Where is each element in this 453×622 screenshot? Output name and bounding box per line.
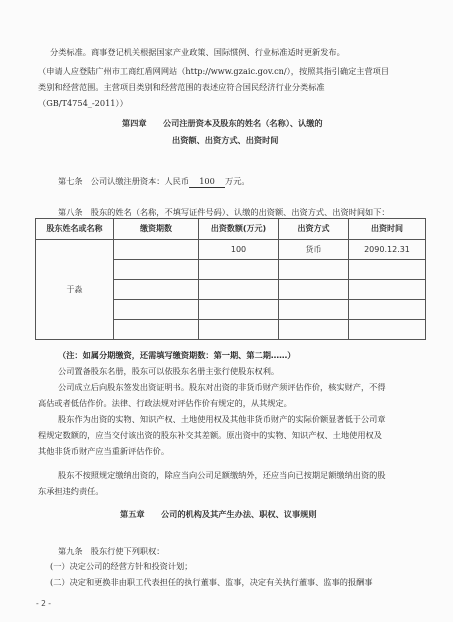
- table-cell: 2090.12.31: [349, 240, 426, 260]
- table-cell: [114, 280, 199, 300]
- table-cell: [349, 280, 426, 300]
- list-item: (二）决定和更换非由职工代表担任的执行董事、监事，决定有关执行董事、监事的报酬事: [50, 577, 373, 587]
- text-line: 东承担违约责任。: [38, 486, 104, 496]
- table-cell: [279, 320, 349, 340]
- table-cell: 100: [199, 240, 279, 260]
- table-cell: [279, 260, 349, 280]
- article-9: 第九条 股东行使下列职权：: [58, 546, 165, 556]
- registered-capital-value: 100: [189, 175, 225, 188]
- article-8: 第八条 股东的姓名（名称，不填写证件号码）、认缴的出资额、出资方式、出资时间如下：: [58, 207, 390, 217]
- text-line: 股东不按照规定缴纳出资的，除应当向公司足额缴纳外，还应当向已按期足额缴纳出资的股: [58, 470, 386, 480]
- table-header-row: [36, 219, 426, 240]
- header-amount: 出资数额(万元): [199, 219, 279, 240]
- table-cell: 货币: [279, 240, 349, 260]
- article-7: [58, 175, 250, 188]
- table-cell: [114, 240, 199, 260]
- chapter-5-title: 第五章 公司的机构及其产生办法、职权、议事规则: [120, 509, 317, 519]
- text-line: （申请人应登陆广州市工商红盾网网站（http://www.gzaic.gov.cn/），按照其指引确定主营项目: [38, 66, 390, 76]
- table-cell: [349, 320, 426, 340]
- installment-note: （注：如属分期缴资，还需填写缴资期数：第一期、第二期……）: [58, 350, 296, 360]
- table-cell: [199, 300, 279, 320]
- table-cell: [349, 260, 426, 280]
- text-line: 公司置备股东名册，股东可以依股东名册主张行使股东权利。: [58, 366, 280, 376]
- page-number: - 2 -: [36, 599, 51, 608]
- header-shareholder-name: 股东姓名或名称: [36, 219, 114, 240]
- chapter-4-subtitle: 出资额、出资方式、出资时间: [172, 135, 279, 145]
- table-cell: [199, 280, 279, 300]
- text-line: 程规定数额的，应当交付该出资的股东补交其差额。原出资中的实物、知识产权、土地使用权及: [38, 430, 382, 440]
- chapter-4-title: 第四章 公司注册资本及股东的姓名（名称）、认缴的: [122, 118, 323, 128]
- table-cell: [114, 300, 199, 320]
- table-cell: [199, 320, 279, 340]
- text-line: 类别和经营范围。主营项目类别和经营范围的表述应符合国民经济行业分类标准: [38, 82, 325, 92]
- table-row: [36, 240, 426, 260]
- header-method: 出资方式: [279, 219, 349, 240]
- table-cell: [114, 320, 199, 340]
- table-cell: [114, 260, 199, 280]
- shareholder-name: 于淼: [36, 240, 114, 340]
- header-date: 出资时间: [349, 219, 426, 240]
- text-line: （GB/T4754_-2011））: [38, 98, 128, 108]
- article-7-suffix: 万元。: [225, 176, 250, 186]
- table-cell: [279, 300, 349, 320]
- shareholder-table: [35, 218, 426, 340]
- text-line: 股东作为出资的实物、知识产权、土地使用权及其他非货币财产的实际价额显著低于公司章: [58, 414, 386, 424]
- text-line: 其他非货币财产应当重新评估作价。: [38, 446, 170, 456]
- list-item: (一）决定公司的经营方针和投资计划；: [50, 561, 193, 571]
- text-line: 高估或者低估作价。法律、行政法规对评估作价有规定的，从其规定。: [38, 398, 292, 408]
- header-installment: 缴资期数: [114, 219, 199, 240]
- text-line: 公司成立后向股东签发出资证明书。股东对出资的非货币财产须评估作价，核实财产，不得: [58, 382, 386, 392]
- table-cell: [279, 280, 349, 300]
- text-line: 分类标准。商事登记机关根据国家产业政策、国际惯例、行业标准适时更新发布。: [50, 47, 345, 57]
- table-cell: [199, 260, 279, 280]
- article-7-prefix: 第七条 公司认缴注册资本：人民币: [58, 176, 190, 186]
- table-cell: [349, 300, 426, 320]
